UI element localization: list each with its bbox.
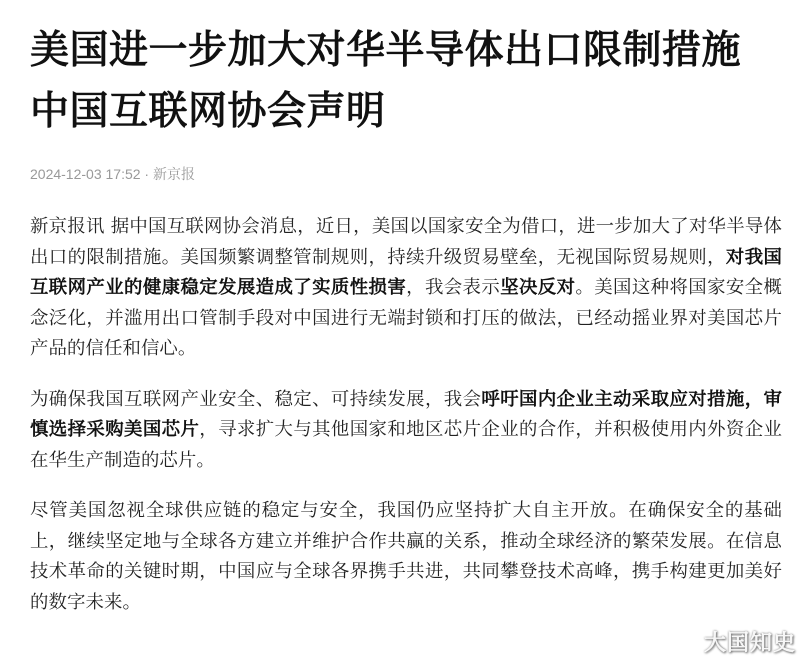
article-paragraph [30, 212, 782, 365]
article-title-line-2: 中国互联网协会声明 [30, 89, 386, 134]
emphasized-text: 坚决反对 [500, 277, 576, 298]
paragraph-text: ，寻求扩大与其他国家和地区芯片企业的合作，并积极使用内外资企业在华生产制造的芯片。 [30, 419, 782, 471]
article-title-line-1: 美国进一步加大对华半导体出口限制措施 [30, 28, 742, 73]
paragraph-text: ，我会表示 [406, 277, 501, 298]
article-paragraph [30, 496, 782, 618]
paragraph-text: 为确保我国互联网产业安全、稳定、可持续发展，我会 [30, 388, 482, 410]
article-meta [30, 164, 782, 184]
article-paragraph [30, 385, 782, 477]
emphasized-text: 呼吁国内企业主动采取应对措施，审慎选择采购美国芯片 [30, 388, 782, 440]
article-title [30, 20, 782, 142]
paragraph-text: 。美国这种将国家安全概念泛化，并滥用出口管制手段对中国进行无端封锁和打压的做法，已经动摇业界对美国芯片产品的信任和信心。 [30, 277, 782, 359]
article-body [30, 212, 782, 618]
article [30, 20, 782, 638]
article-source[interactable]: 新京报 [153, 166, 195, 182]
emphasized-text: 对我国互联网产业的健康稳定发展造成了实质性损害 [30, 246, 782, 298]
meta-separator: · [140, 166, 153, 182]
watermark: 大国知史 [703, 631, 796, 656]
paragraph-text: 尽管美国忽视全球供应链的稳定与安全，我国仍应坚持扩大自主开放。在确保安全的基础上，继续坚定地与全球各方建立并维护合作共赢的关系，推动全球经济的繁荣发展。在信息技术革命的关键时期，中国应与全球各界携手共进，共同攀登技术高峰，携手构建更加美好的数字未来。 [30, 500, 782, 613]
paragraph-text: 新京报讯 据中国互联网协会消息，近日，美国以国家安全为借口，进一步加大了对华半导体出口的限制措施。美国频繁调整管制规则，持续升级贸易壁垒，无视国际贸易规则， [30, 216, 782, 268]
publish-date: 2024-12-03 17:52 [30, 166, 141, 182]
